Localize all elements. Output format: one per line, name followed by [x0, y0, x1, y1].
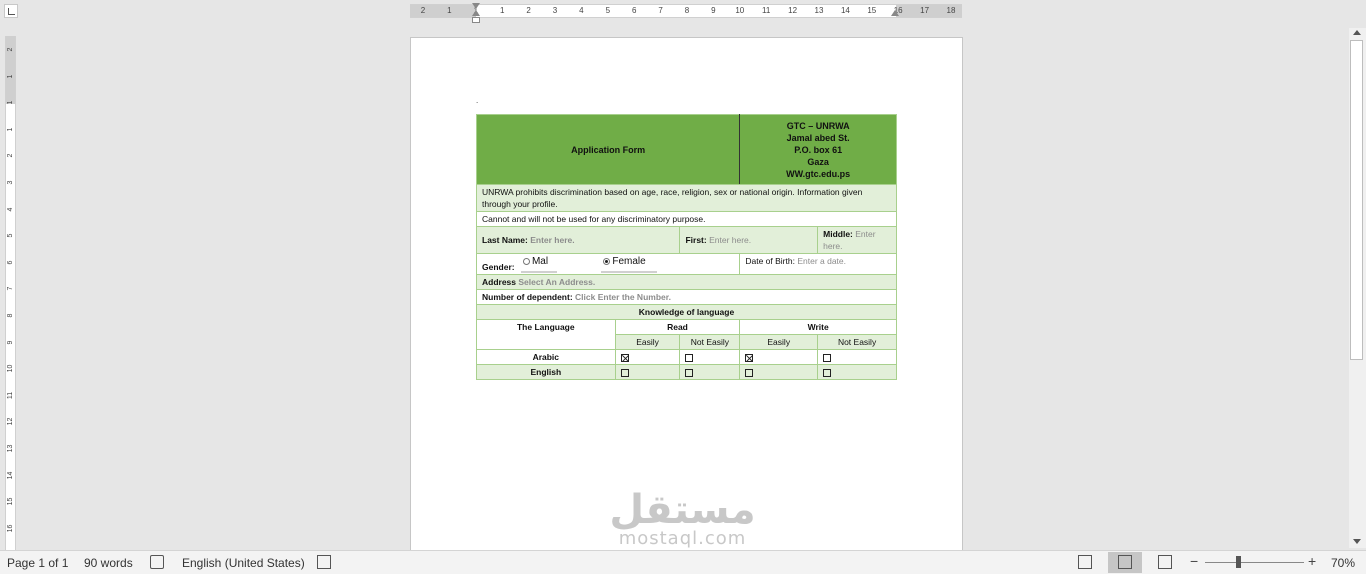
middle-name-field[interactable]: Enter here.: [823, 229, 876, 251]
vertical-ruler-tick-label: 3: [7, 180, 14, 185]
cb-cell: [740, 350, 818, 365]
dob-field[interactable]: Enter a date.: [797, 256, 846, 266]
mostaql-watermark: [600, 488, 765, 549]
ruler-tick-label: 1: [447, 6, 452, 15]
language-name: Arabic: [477, 350, 616, 365]
form-header-row: [477, 115, 897, 185]
ruler-tick-label: 6: [631, 6, 637, 15]
ruler-tick-label: 18: [946, 6, 956, 15]
female-radio[interactable]: [603, 258, 610, 265]
form-title: Application Form: [477, 115, 740, 185]
web-layout-icon[interactable]: [1158, 555, 1172, 569]
org-line: GTC – UNRWA: [786, 120, 850, 131]
ruler-tick-label: 9: [711, 6, 716, 15]
last-name-cell: [477, 227, 680, 254]
right-indent-marker[interactable]: [891, 10, 899, 16]
middle-name-cell: [818, 227, 897, 254]
cb-cell: [740, 365, 818, 380]
org-line: Gaza: [807, 156, 829, 167]
gender-option-male[interactable]: [521, 256, 557, 273]
watermark-latin: mostaql.com: [618, 528, 747, 549]
last-name-field[interactable]: Enter here.: [530, 235, 575, 245]
english-write-not-easily-checkbox[interactable]: [823, 369, 831, 377]
language-indicator[interactable]: English (United States): [182, 556, 305, 570]
middle-name-label: Middle:: [823, 229, 853, 239]
vertical-ruler-tick-label: 4: [7, 207, 14, 212]
dependents-label: Number of dependent:: [482, 292, 573, 302]
ruler-tick-label: 2: [526, 6, 531, 15]
vertical-ruler-tick-label: 7: [7, 286, 14, 291]
ruler-tick-label: 11: [762, 6, 771, 15]
ruler-tick-label: 8: [684, 6, 690, 15]
vertical-ruler-tick-label: 13: [7, 444, 14, 453]
last-name-label: Last Name:: [482, 235, 528, 245]
left-indent-marker[interactable]: [472, 17, 480, 23]
first-name-cell: [680, 227, 818, 254]
ruler-corner-tab-selector[interactable]: [4, 4, 18, 18]
scroll-up-arrow-icon[interactable]: [1353, 30, 1361, 35]
vertical-ruler-tick-label: 15: [7, 497, 14, 506]
gender-row: [477, 254, 897, 275]
org-line: P.O. box 61: [794, 144, 843, 155]
read-not-easily-header: Not Easily: [680, 335, 740, 350]
dependents-field[interactable]: Click Enter the Number.: [575, 292, 671, 302]
male-radio[interactable]: [523, 258, 530, 265]
language-section-title: Knowledge of language: [477, 305, 897, 320]
print-layout-view-button[interactable]: [1108, 552, 1142, 573]
vertical-ruler-tick-label: 12: [7, 418, 14, 426]
vertical-ruler-tick-label: 9: [7, 340, 14, 345]
address-label: Address: [482, 277, 517, 287]
scroll-thumb[interactable]: [1350, 40, 1363, 360]
horizontal-ruler[interactable]: [410, 4, 962, 18]
ruler-tick-label: 12: [788, 6, 798, 15]
gender-cell: [477, 254, 740, 275]
hanging-indent-marker[interactable]: [472, 10, 480, 16]
paragraph-mark: .: [476, 96, 479, 105]
write-not-easily-header: Not Easily: [818, 335, 897, 350]
female-label: Female: [612, 256, 646, 267]
language-name: English: [477, 365, 616, 380]
read-mode-icon[interactable]: [1078, 555, 1092, 569]
ruler-tick-label: 1: [499, 6, 505, 15]
cb-cell: [615, 350, 680, 365]
zoom-out-button[interactable]: −: [1190, 553, 1199, 569]
english-write-easily-checkbox[interactable]: [745, 369, 753, 377]
ruler-tick-label: 14: [840, 6, 850, 15]
arabic-write-not-easily-checkbox[interactable]: [823, 354, 831, 362]
vertical-ruler-tick-label: 11: [7, 391, 14, 399]
language-row: [477, 365, 897, 380]
application-form-table: [476, 114, 897, 380]
male-label: Mal: [531, 256, 549, 267]
notice-text-2: Cannot and will not be used for any discriminatory purpose.: [477, 212, 897, 227]
vertical-ruler-tick-label: 2: [7, 153, 14, 158]
ruler-tick-label: 15: [867, 6, 877, 15]
notice-text-1: UNRWA prohibits discrimination based on age, race, religion, sex or national origin. Information given through your profile.: [477, 185, 897, 212]
first-name-field[interactable]: Enter here.: [709, 235, 752, 245]
cb-cell: [680, 350, 740, 365]
organization-address: [740, 115, 897, 185]
gender-option-female[interactable]: [601, 256, 657, 273]
vertical-ruler-tick-label: 1: [7, 127, 14, 132]
vertical-ruler-tick-label: 14: [7, 471, 14, 479]
vertical-ruler-tick-label: 1: [7, 74, 14, 79]
ruler-tick-label: 3: [552, 6, 558, 15]
gender-label: Gender:: [482, 262, 515, 272]
english-read-easily-checkbox[interactable]: [621, 369, 629, 377]
cb-cell: [818, 350, 897, 365]
macro-recording-icon[interactable]: [317, 555, 331, 569]
cb-cell: [615, 365, 680, 380]
vertical-ruler-tick-label: 1: [7, 100, 14, 105]
ruler-tick-label: 17: [920, 6, 930, 15]
vertical-ruler-tick-label: 10: [7, 364, 14, 373]
language-row: [477, 350, 897, 365]
word-count[interactable]: 90 words: [84, 556, 133, 570]
arabic-write-easily-checkbox[interactable]: [745, 354, 753, 362]
vertical-ruler-tick-label: 2: [7, 47, 14, 52]
col-language-header: The Language: [477, 320, 616, 350]
ruler-tick-label: 1: [473, 6, 479, 15]
ruler-tick-label: 7: [658, 6, 663, 15]
read-easily-header: Easily: [615, 335, 680, 350]
ruler-tick-label: 16: [893, 6, 903, 15]
print-layout-icon: [1118, 555, 1132, 569]
arabic-read-easily-checkbox[interactable]: [621, 354, 629, 362]
col-read-header: Read: [615, 320, 740, 335]
scroll-down-arrow-icon[interactable]: [1353, 539, 1361, 544]
dob-cell: [740, 254, 897, 275]
vertical-ruler-tick-label: 6: [7, 260, 14, 265]
watermark-arabic: مستقل: [609, 487, 756, 533]
vertical-ruler-tick-label: 16: [7, 524, 14, 533]
ruler-tick-label: 2: [420, 6, 426, 15]
proofing-icon[interactable]: [150, 555, 164, 569]
first-name-label: First:: [685, 235, 707, 245]
org-line: WW.gtc.edu.ps: [786, 168, 851, 179]
ruler-tick-label: 13: [814, 6, 824, 15]
zoom-slider[interactable]: [1205, 562, 1304, 563]
vertical-ruler-tick-label: 5: [7, 233, 14, 238]
vertical-scrollbar[interactable]: [1349, 28, 1366, 548]
ruler-tick-label: 5: [605, 6, 611, 15]
zoom-slider-thumb[interactable]: [1236, 556, 1241, 568]
address-field[interactable]: Select An Address.: [518, 277, 596, 287]
vertical-ruler-tick-label: 8: [7, 313, 14, 318]
vertical-ruler[interactable]: [5, 36, 16, 550]
org-line: Jamal abed St.: [786, 132, 850, 143]
ruler-tick-label: 4: [579, 6, 584, 15]
write-easily-header: Easily: [740, 335, 818, 350]
status-bar: [0, 550, 1366, 574]
name-row: [477, 227, 897, 254]
cb-cell: [680, 365, 740, 380]
ruler-tick-label: 10: [735, 6, 745, 15]
dependents-cell: [477, 290, 897, 305]
english-read-not-easily-checkbox[interactable]: [685, 369, 693, 377]
dob-label: Date of Birth:: [745, 256, 795, 266]
zoom-in-button[interactable]: +: [1308, 553, 1317, 569]
first-line-indent-marker[interactable]: [472, 3, 480, 9]
page-count[interactable]: Page 1 of 1: [7, 556, 69, 570]
arabic-read-not-easily-checkbox[interactable]: [685, 354, 693, 362]
zoom-level[interactable]: 70%: [1331, 556, 1356, 570]
cb-cell: [818, 365, 897, 380]
col-write-header: Write: [740, 320, 897, 335]
address-cell: [477, 275, 897, 290]
